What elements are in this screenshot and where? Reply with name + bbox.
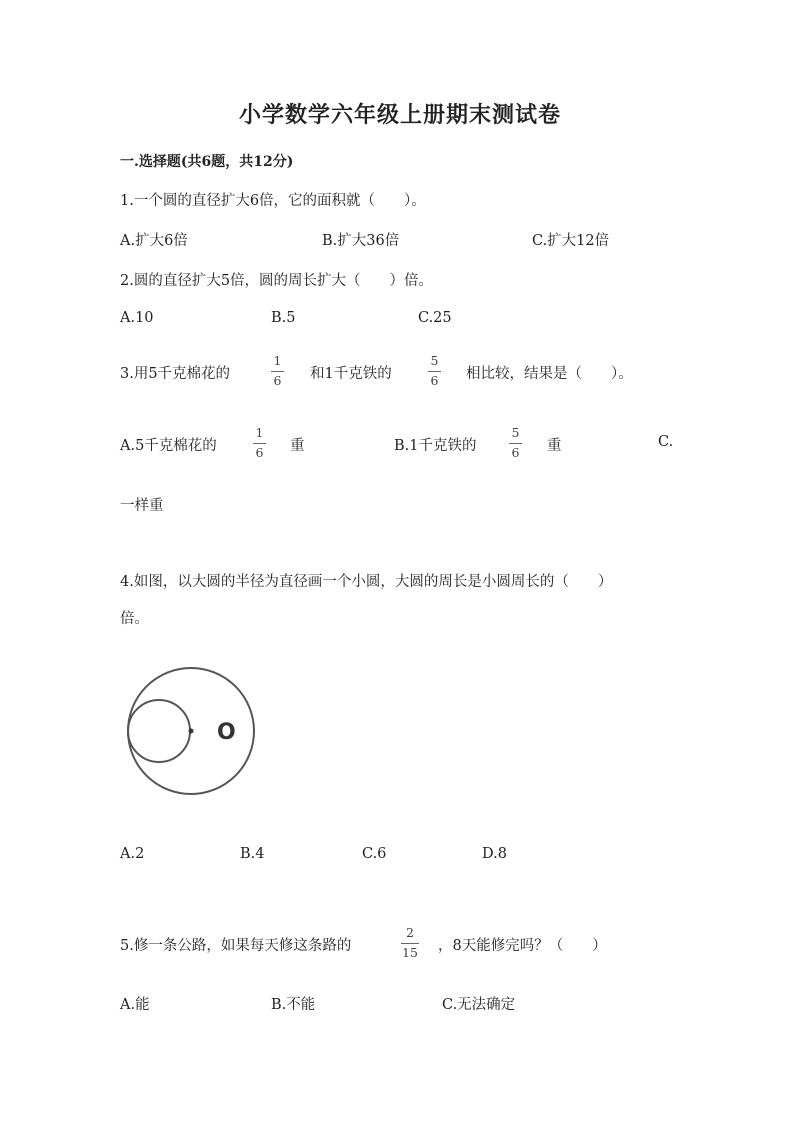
circles-figure: [120, 660, 270, 805]
question-4-option-b[interactable]: B.4: [240, 846, 265, 862]
fraction-numerator: 5: [430, 353, 439, 368]
center-label: O: [217, 720, 236, 745]
question-2-option-a[interactable]: A.10: [120, 310, 154, 326]
question-3-option-a-fraction: [253, 427, 266, 459]
question-2-stem: 2.圆的直径扩大5倍，圆的周长扩大（ ）倍。: [120, 273, 434, 289]
question-1-option-a[interactable]: A.扩大6倍: [120, 233, 188, 249]
question-4-option-d[interactable]: D.8: [482, 846, 507, 862]
question-2-option-b[interactable]: B.5: [271, 310, 296, 326]
question-5-stem-part1: 5.修一条公路，如果每天修这条路的: [120, 938, 352, 954]
question-3-option-c-part1[interactable]: C.: [658, 434, 674, 450]
question-3-option-a-part2: 重: [290, 438, 305, 454]
question-3-option-b-part1[interactable]: B.1千克铁的: [394, 438, 477, 454]
fraction-denominator: 6: [511, 444, 520, 460]
fraction-bar: [401, 943, 419, 944]
question-3-option-b-part2: 重: [547, 438, 562, 454]
question-5-stem-part2: ，8天能修完吗？（ ）: [438, 938, 607, 954]
question-4-option-c[interactable]: C.6: [362, 846, 387, 862]
question-3-stem-part2: 和1千克铁的: [310, 366, 392, 382]
question-4-option-a[interactable]: A.2: [120, 846, 145, 862]
section-heading: 一.选择题(共6题，共12分): [120, 154, 294, 170]
small-circle: [128, 700, 190, 762]
fraction-denominator: 6: [430, 372, 439, 388]
question-3-option-a-part1[interactable]: A.5千克棉花的: [120, 438, 217, 454]
question-5-option-b[interactable]: B.不能: [271, 997, 316, 1013]
fraction-bar: [428, 371, 441, 372]
question-4-stem-line1: 4.如图，以大圆的半径为直径画一个小圆，大圆的周长是小圆周长的（ ）: [120, 574, 613, 590]
question-3-option-c-part2: 一样重: [120, 498, 164, 514]
center-point: [189, 729, 194, 734]
fraction-numerator: 5: [511, 425, 520, 440]
question-1-option-c[interactable]: C.扩大12倍: [532, 233, 610, 249]
fraction-numerator: 2: [406, 925, 414, 940]
fraction-denominator: 15: [402, 944, 418, 960]
question-4-stem-line2: 倍。: [120, 611, 149, 627]
fraction-denominator: 6: [255, 444, 264, 460]
question-5-option-c[interactable]: C.无法确定: [442, 997, 516, 1013]
page-title: 小学数学六年级上册期末测试卷: [238, 102, 561, 128]
question-3-option-b-fraction: [509, 427, 522, 459]
question-5-fraction: [401, 927, 419, 959]
question-1-option-b[interactable]: B.扩大36倍: [322, 233, 400, 249]
fraction-bar: [253, 443, 266, 444]
fraction-numerator: 1: [255, 425, 264, 440]
fraction-bar: [509, 443, 522, 444]
question-5-option-a[interactable]: A.能: [120, 997, 150, 1013]
fraction-denominator: 6: [273, 372, 282, 388]
question-3-fraction-1: [271, 355, 284, 387]
fraction-bar: [271, 371, 284, 372]
question-1-stem: 1.一个圆的直径扩大6倍，它的面积就（ ）。: [120, 193, 426, 209]
fraction-numerator: 1: [273, 353, 282, 368]
question-3-fraction-2: [428, 355, 441, 387]
question-3-stem-part1: 3.用5千克棉花的: [120, 366, 231, 382]
question-2-option-c[interactable]: C.25: [418, 310, 452, 326]
question-3-stem-part3: 相比较，结果是（ ）。: [466, 366, 633, 382]
